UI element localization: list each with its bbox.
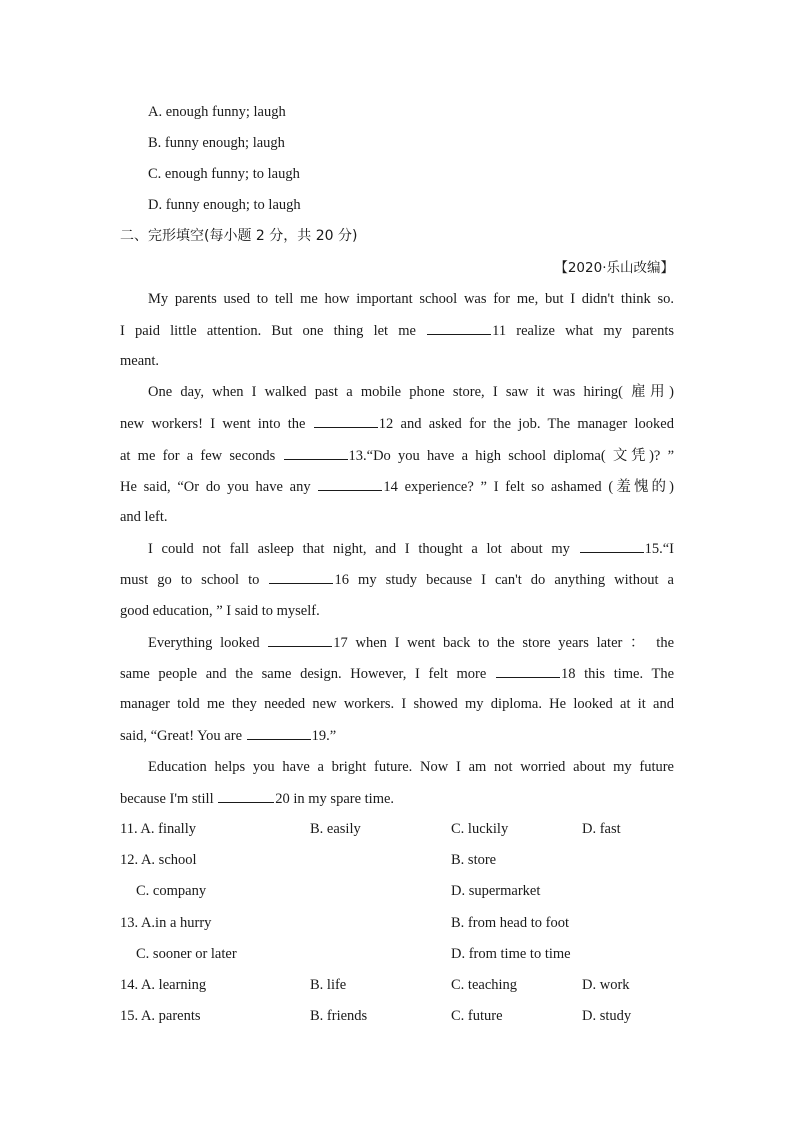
- choice-b[interactable]: B. friends: [310, 1008, 368, 1024]
- choice-a[interactable]: 15. A. parents: [120, 1008, 201, 1024]
- blank-13[interactable]: [284, 445, 348, 460]
- choice-c[interactable]: C. sooner or later: [136, 946, 237, 962]
- blank-12[interactable]: [314, 413, 378, 428]
- blank-17[interactable]: [268, 632, 332, 647]
- blank-15[interactable]: [580, 538, 644, 553]
- choice-a[interactable]: 12. A. school: [120, 852, 197, 868]
- passage-line: at me for a few seconds 13.“Do you have a high school diploma( 文凭)? ”: [120, 445, 674, 466]
- choice-c[interactable]: C. luckily: [451, 821, 509, 837]
- blank-14[interactable]: [318, 476, 382, 491]
- question-11: [120, 819, 680, 839]
- source-citation: 【2020·乐山改编】: [554, 260, 674, 276]
- choice-a[interactable]: 14. A. learning: [120, 977, 207, 993]
- passage-line: I could not fall asleep that night, and I thought a lot about my 15.“I: [120, 538, 674, 559]
- choice-b[interactable]: B. from head to foot: [451, 915, 569, 931]
- blank-11[interactable]: [427, 320, 491, 335]
- blank-18[interactable]: [496, 663, 560, 678]
- passage-line: must go to school to 16 my study because I can't do anything without a: [120, 569, 674, 590]
- blank-20[interactable]: [218, 788, 274, 803]
- choice-b[interactable]: B. life: [310, 977, 347, 993]
- choice-c[interactable]: C. company: [136, 883, 207, 899]
- passage-line: new workers! I went into the 12 and asked for the job. The manager looked: [120, 413, 674, 434]
- passage-line: because I'm still 20 in my spare time.: [120, 788, 674, 809]
- question-12-row2: [120, 881, 680, 901]
- choice-b[interactable]: B. easily: [310, 821, 361, 837]
- option-c: C. enough funny; to laugh: [148, 166, 300, 182]
- passage-line: said, “Great! You are 19.”: [120, 725, 674, 746]
- question-13: [120, 913, 680, 933]
- choice-a[interactable]: 13. A.in a hurry: [120, 915, 212, 931]
- passage-line: He said, “Or do you have any 14 experience? ” I felt so ashamed (羞愧的): [120, 476, 674, 497]
- passage-line: Everything looked 17 when I went back to the store years later ： the: [120, 632, 674, 653]
- choice-d[interactable]: D. fast: [582, 821, 621, 837]
- passage-line: manager told me they needed new workers. I showed my diploma. He looked at it and: [120, 696, 674, 712]
- choice-d[interactable]: D. from time to time: [451, 946, 571, 962]
- choice-d[interactable]: D. study: [582, 1008, 632, 1024]
- passage-line: Education helps you have a bright future. Now I am not worried about my future: [148, 759, 674, 775]
- choice-a[interactable]: 11. A. finally: [120, 821, 196, 837]
- choice-c[interactable]: C. future: [451, 1008, 503, 1024]
- blank-16[interactable]: [269, 569, 333, 584]
- option-d: D. funny enough; to laugh: [148, 197, 301, 213]
- choice-c[interactable]: C. teaching: [451, 977, 518, 993]
- passage-line: meant.: [120, 353, 160, 369]
- section-heading: 二、完形填空(每小题 2 分，共 20 分): [120, 228, 358, 244]
- passage-line: My parents used to tell me how important school was for me, but I didn't think so.: [148, 291, 674, 307]
- passage-line: I paid little attention. But one thing let me 11 realize what my parents: [120, 320, 674, 341]
- passage-line: same people and the same design. However, I felt more 18 this time. The: [120, 663, 674, 684]
- choice-b[interactable]: B. store: [451, 852, 497, 868]
- choice-d[interactable]: D. supermarket: [451, 883, 541, 899]
- blank-19[interactable]: [247, 725, 311, 740]
- passage-line: and left.: [120, 509, 168, 525]
- option-a: A. enough funny; laugh: [148, 104, 286, 120]
- choice-d[interactable]: D. work: [582, 977, 630, 993]
- question-13-row2: [120, 944, 680, 964]
- option-b: B. funny enough; laugh: [148, 135, 285, 151]
- passage-line: good education, ” I said to myself.: [120, 603, 320, 619]
- question-15: [120, 1006, 680, 1026]
- question-12: [120, 850, 680, 870]
- passage-line: One day, when I walked past a mobile phone store, I saw it was hiring( 雇用): [148, 384, 674, 400]
- question-14: [120, 975, 680, 995]
